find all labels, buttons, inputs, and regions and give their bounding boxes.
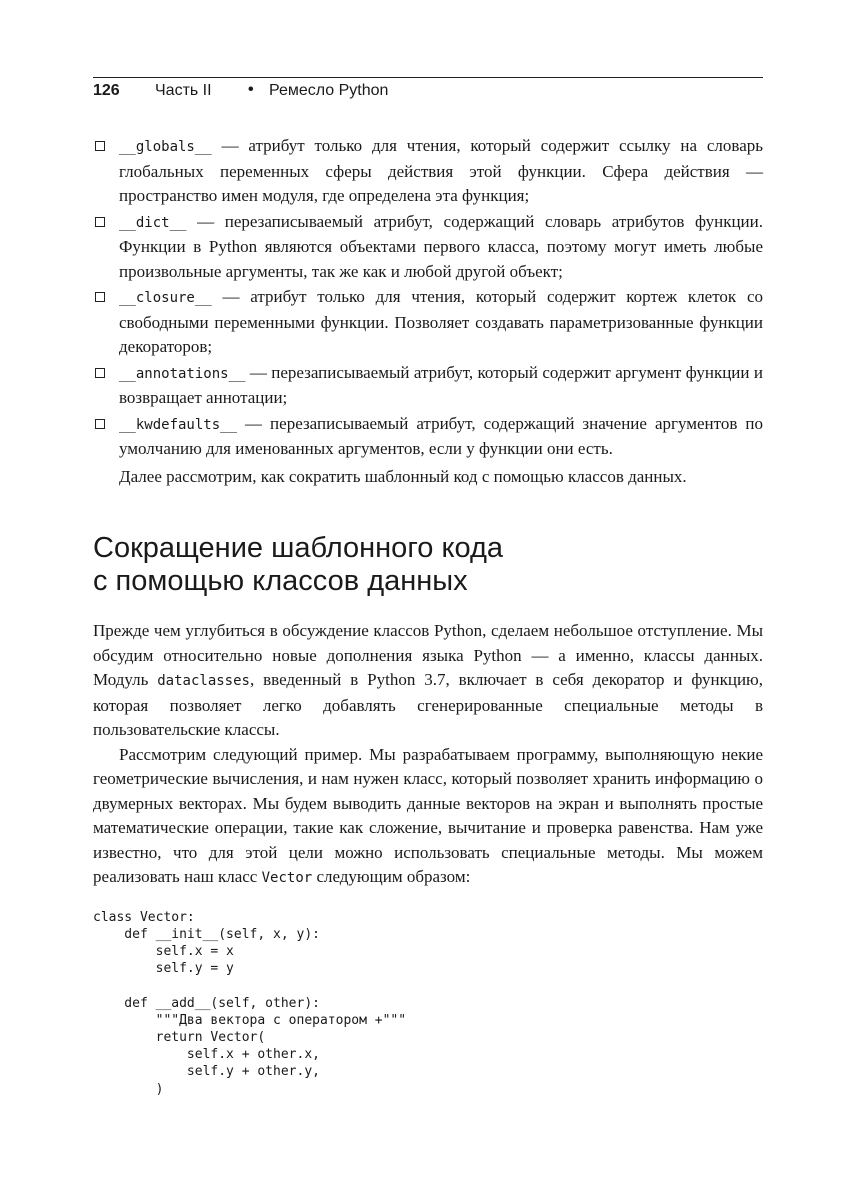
list-item bbox=[93, 285, 763, 360]
attribute-name: __globals__ bbox=[119, 139, 212, 155]
attribute-name: __kwdefaults__ bbox=[119, 416, 238, 433]
list-item bbox=[93, 134, 763, 209]
checkbox-bullet-icon bbox=[95, 368, 105, 378]
running-header bbox=[93, 80, 763, 104]
example-paragraph bbox=[93, 743, 763, 891]
checkbox-bullet-icon bbox=[95, 217, 105, 227]
section-heading-line-2: с помощью классов данных bbox=[93, 565, 468, 597]
attribute-name: __dict__ bbox=[119, 214, 187, 231]
checkbox-bullet-icon bbox=[95, 419, 105, 429]
attribute-description: — перезаписываемый атрибут, который содержит аргумент функции и возвращает аннотации; bbox=[119, 362, 763, 407]
attribute-list bbox=[93, 134, 763, 462]
attribute-description: — атрибут только для чтения, который содержит ссылку на словарь глобальных переменных сферы действия этой функции. Сфера действия — пространство имен модуля, где определена эта функция; bbox=[119, 136, 763, 205]
section-heading-line-1: Сокращение шаблонного кода bbox=[93, 532, 503, 564]
code-listing: class Vector: def __init__(self, x, y): self.x = x self.y = y def __add__(self, other): """Два вектора с оператором +""" return Vector( self.x + other.x, self.y + other.y, ) bbox=[93, 909, 407, 1097]
checkbox-bullet-icon bbox=[95, 292, 105, 302]
page-content bbox=[93, 134, 763, 1098]
header-separator: • bbox=[248, 81, 254, 98]
header-rule bbox=[93, 77, 763, 78]
inline-code: Vector bbox=[261, 870, 313, 886]
attribute-name: __closure__ bbox=[119, 290, 212, 306]
list-item bbox=[93, 210, 763, 285]
transition-paragraph: Далее рассмотрим, как сократить шаблонный код с помощью классов данных. bbox=[119, 466, 687, 486]
paragraph-text: Прежде чем углубиться в обсуждение классов Python, сделаем небольшое отступление. Мы обсудим относительно новые дополнения языка Python — а именно, классы данных. Модуль bbox=[93, 621, 763, 689]
list-item bbox=[93, 361, 763, 411]
paragraph-text: следующим образом: bbox=[312, 867, 471, 886]
inline-code: dataclasses bbox=[157, 673, 250, 689]
paragraph-text: , введенный в Python 3.7, включает в себя декоратор и функцию, которая позволяет легко добавлять сгенерированные специальные методы в пользовательские классы. bbox=[93, 670, 763, 739]
list-item bbox=[93, 412, 763, 462]
section-heading bbox=[93, 532, 763, 598]
attribute-description: — перезаписываемый атрибут, содержащий словарь атрибутов функции. Функции в Python являются объектами первого класса, поэтому могут иметь любые произвольные аргументы, так же как и любой другой объект; bbox=[119, 211, 763, 281]
attribute-name: __annotations__ bbox=[119, 365, 246, 382]
paragraph-text: Рассмотрим следующий пример. Мы разрабатываем программу, выполняющую некие геометрические вычисления, и нам нужен класс, который позволяет хранить информацию о двумерных векторах. Мы будем выводить данные векторов на экран и выполнять простые математические операции, такие как сложение, вычитание и проверка равенства. Нам уже известно, что для этой цели можно использовать специальные методы. Мы можем реализовать наш класс bbox=[93, 744, 763, 886]
checkbox-bullet-icon bbox=[95, 141, 105, 151]
book-title: Ремесло Python bbox=[269, 82, 389, 99]
attribute-description: — перезаписываемый атрибут, содержащий значение аргументов по умолчанию для именованных аргументов, если у функции они есть. bbox=[119, 413, 763, 458]
attribute-description: — атрибут только для чтения, который содержит кортеж клеток со свободными переменными функции. Позволяет создавать параметризованные функции декораторов; bbox=[119, 287, 763, 356]
page-number: 126 bbox=[93, 82, 120, 99]
intro-paragraph bbox=[93, 619, 763, 743]
part-label: Часть II bbox=[155, 82, 212, 99]
